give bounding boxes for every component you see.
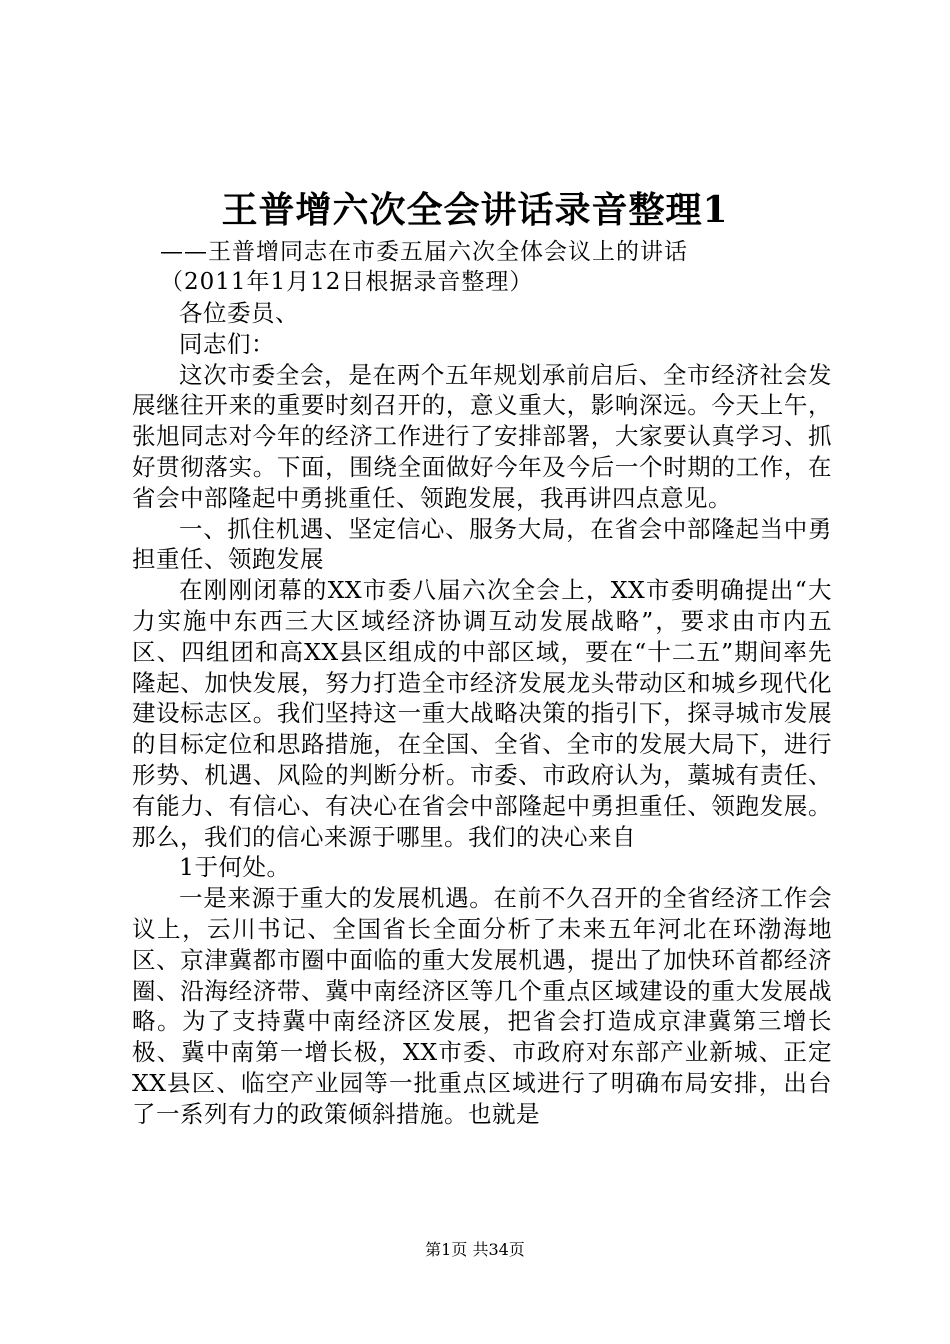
document-body: [132, 298, 832, 1130]
section-heading: 一、抓住机遇、坚定信心、服务大局，在省会中部隆起当中勇担重任、领跑发展: [132, 514, 832, 574]
document-subtitle: ——王普增同志在市委五届六次全体会议上的讲话: [160, 239, 688, 265]
document-dateline: （2011年1月12日根据录音整理）: [160, 269, 534, 295]
salutation-line: 各位委员、: [179, 299, 299, 327]
body-paragraph: 这次市委全会，是在两个五年规划承前启后、全市经济社会发展继往开来的重要时刻召开的，意义重大，影响深远。今天上午，张旭同志对今年的经济工作进行了安排部署，大家要认真学习、抓好贯彻落实。下面，围绕全面做好今年及今后一个时期的工作，在省会中部隆起中勇挑重任、领跑发展，我再讲四点意见。: [132, 360, 832, 512]
document-title: 王普增六次全会讲话录音整理1: [221, 189, 729, 231]
salutation-line: 同志们：: [179, 329, 275, 358]
body-paragraph: 一是来源于重大的发展机遇。在前不久召开的全省经济工作会议上，云川书记、全国省长全面分析了未来五年河北在环渤海地区、京津冀都市圈中面临的重大发展机遇，提出了加快环首都经济圈、沿海经济带、冀中南经济区等几个重点区域建设的重大发展战略。为了支持冀中南经济区发展，把省会打造成京津冀第三增长极、冀中南第一增长极，XX市委、市政府对东部产业新城、正定XX县区、临空产业园等一批重点区域进行了明确布局安排，出台了一系列有力的政策倾斜措施。也就是: [132, 884, 832, 1128]
body-paragraph: 1于何处。: [179, 853, 291, 882]
body-paragraph: 在刚刚闭幕的XX市委八届六次全会上，XX市委明确提出“大力实施中东西三大区域经济协调互动发展战略”，要求由市内五区、四组团和高XX县区组成的中部区域，要在“十二五”期间率先隆起、加快发展，努力打造全市经济发展龙头带动区和城乡现代化建设标志区。我们坚持这一重大战略决策的指引下，探寻城市发展的目标定位和思路措施，在全国、全省、全市的发展大局下，进行形势、机遇、风险的判断分析。市委、市政府认为，藁城有责任、有能力、有信心、有决心在省会中部隆起中勇担重任、领跑发展。那么，我们的信心来源于哪里。我们的决心来自: [132, 576, 832, 851]
page-number-footer: 第1页 共34页: [425, 1240, 525, 1259]
